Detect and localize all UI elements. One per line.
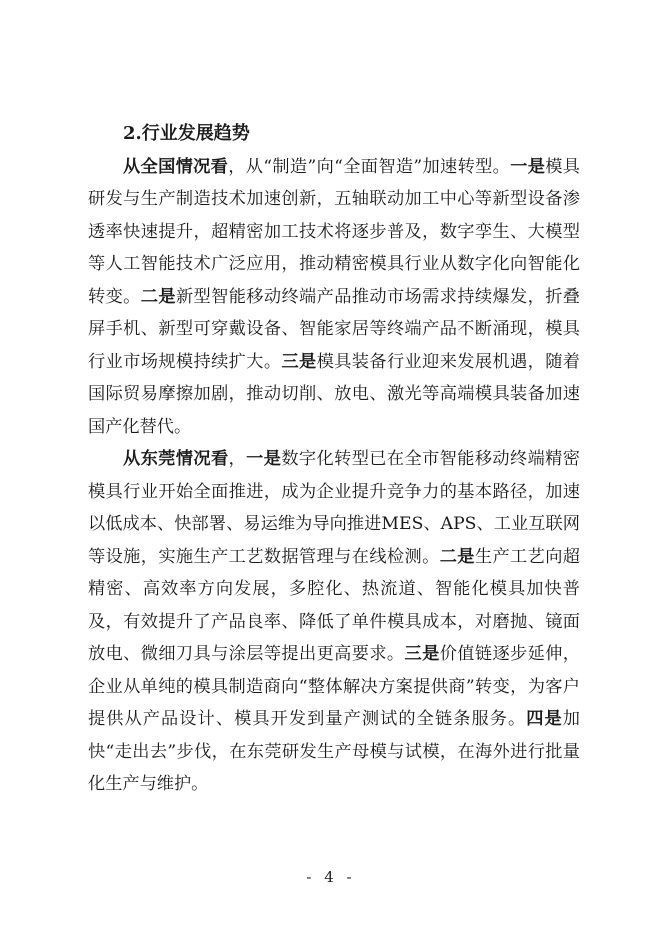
point-marker: 二是 [140,286,176,307]
paragraph-text: 模具装备行业迎来发展机遇，随着国际贸易摩擦加剧，推动切削、放电、激光等高端模具装备加速国产化替代。 [88,351,580,437]
point-marker: 二是 [439,546,475,567]
paragraph-text: 生产工艺向超精密、高效率方向发展，多腔化、热流道、智能化模具加快普及，有效提升了产品良率、降低了单件模具成本，对磨抛、镜面放电、微细刀具与涂层等提出更高要求。 [88,546,580,664]
paragraph-dongguan [88,443,580,801]
paragraph-text: ，从“制造”向“全面智造”加速转型。 [228,156,511,177]
paragraph-text: 模具研发与生产制造技术加速创新，五轴联动加工中心等新型设备渗透率快速提升，超精密加工技术将逐步普及，数字孪生、大模型等人工智能技术广泛应用，推动精密模具行业从数字化向智能化转变。 [88,156,580,307]
point-marker: 三是 [404,644,440,664]
point-marker: 一是 [246,449,282,469]
point-marker: 一是 [510,156,546,177]
document-body [88,118,580,801]
point-marker: 三是 [281,351,317,372]
section-heading: 2.行业发展趋势 [123,123,250,144]
paragraph-national [88,151,580,444]
paragraph-lead: 从全国情况看 [123,156,229,177]
paragraph-text: 加快“走出去”步伐，在东莞研发生产母模与试模，在海外进行批量化生产与维护。 [88,709,580,794]
paragraph-text: 数字化转型已在全市智能移动终端精密模具行业开始全面推进，成为企业提升竞争力的基本路径，加速以低成本、快部署、易运维为导向推进MES、APS、工业互联网等设施，实施生产工艺数据管理与在线检测。 [88,449,580,567]
paragraph-lead: 从东莞情况看 [123,449,229,469]
paragraph-text: 新型智能移动终端产品推动市场需求持续爆发，折叠屏手机、新型可穿戴设备、智能家居等终端产品不断涌现，模具行业市场规模持续扩大。 [88,286,580,372]
point-marker: 四是 [526,709,563,729]
paragraph-text: ， [228,449,247,469]
page-number: - 4 - [306,868,356,886]
paragraph-text: 价值链逐步延伸，企业从单纯的模具制造商向“整体解决方案提供商”转变，为客户提供从产品设计、模具开发到量产测试的全链条服务。 [88,644,580,729]
